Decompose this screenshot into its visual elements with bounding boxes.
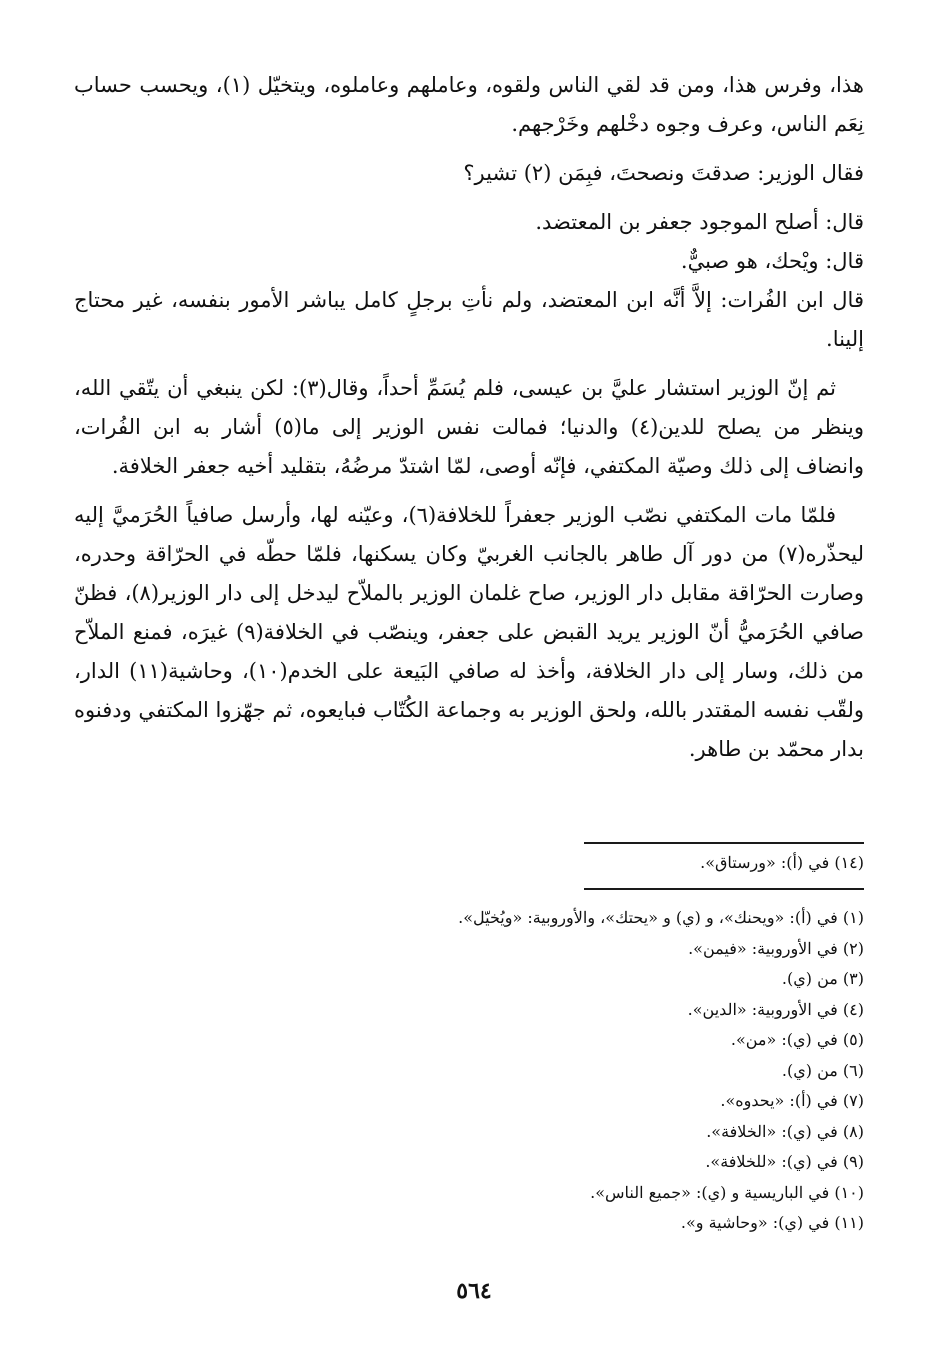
footnote-item: (٩) في (ي): «للخلافة». (705, 1152, 864, 1171)
page-number: ٥٦٤ (456, 1278, 492, 1304)
paragraph-continuation: هذا، وفرس هذا، ومن قد لقي الناس ولقوه، وعاملهم وعاملوه، ويتخيّل (١)، ويحسب حساب نِعَم الناس، وعرف وجوه دخْلهم وخَرْجهم. (74, 73, 864, 136)
footnote-item: (٨) في (ي): «الخلافة». (706, 1121, 864, 1141)
footnote-item: (١) في (أ): «ويحنك»، و (ي) و «يحتك»، والأوروبية: «ويُخيّل». (458, 908, 864, 927)
footnote-item: (٧) في (أ): «يحدوه». (720, 1091, 864, 1110)
footnote-item: (٤) في الأوروبية: «الدين». (687, 999, 864, 1019)
footnote-item: (٢) في الأوروبية: «فيمن». (688, 938, 864, 958)
footnote-item: (٥) في (ي): «من». (730, 1030, 864, 1049)
paragraph-ibn-alfurat: قال ابن الفُرات: إلاَّ أنَّه ابن المعتضد، ولم نأتِ برجلٍ كامل يباشر الأمور بنفسه، غير محتاج إلينا. (74, 288, 864, 351)
footnotes-list (164, 903, 864, 1239)
paragraph-succession: فلمّا مات المكتفي نصّب الوزير جعفراً للخلافة(٦)، وعيّنه لها، وأرسل صافياً الحُرَميَّ إليه ليحذّره(٧) من دور آل طاهر بالجانب الغربيّ وكان يسكنها، فلمّا حطّه في الحرّاقة وحدره، وصارت الحرّاقة مقابل دار الوزير، صاح غلمان الوزير بالملاّح ليدخل إلى دار الوزير(٨)، فظنّ صافي الحُرَميُّ أنّ الوزير يريد القبض على جعفر، وينصّب في الخلافة(٩) غيرَه، فمنع الملاّح من ذلك، وسار إلى دار الخلافة، وأخذ له صافي البَيعة على الخدم(١٠)، وحاشية(١١) الدار، ولقّب نفسه المقتدر بالله، ولحق الوزير به وجماعة الكُتّاب فبايعوه، ثم جهّزوا المكتفي ودفنوه بدار محمّد بن طاهر. (74, 503, 864, 761)
footnote-item: (١٠) في الباريسية و (ي): «جميع الناس». (590, 1182, 864, 1202)
footnote-item: (١١) في (ي): «وحاشية و». (680, 1213, 864, 1232)
carried-footnote: (١٤) في (أ): «ورستاق». (700, 853, 864, 872)
paragraph-vizier-question: فقال الوزير: صدقتَ ونصحتَ، فبِمَن (٢) تشير؟ (463, 161, 864, 185)
paragraph-vizier-reply: قال: ويْحك، هو صبيٌّ. (680, 249, 864, 273)
footnote-item: (٦) من (ي). (781, 1060, 864, 1080)
footnote-separator-top (584, 842, 864, 844)
paragraph-consultation: ثم إنّ الوزير استشار عليَّ بن عيسى، فلم يُسَمِّ أحداً، وقال(٣): لكن ينبغي أن يتّقي الله، وينظر من يصلح للدين(٤) والدنيا؛ فمالت نفس الوزير إلى ما(٥) أشار به ابن الفُرات، وانضاف إلى ذلك وصيّة المكتفي، فإنّه أوصى، لمّا اشتدّ مرضُهُ، بتقليد أخيه جعفر الخلافة. (74, 376, 864, 478)
paragraph-answer-jafar: قال: أصلح الموجود جعفر بن المعتضد. (535, 210, 864, 234)
footnote-separator (584, 888, 864, 890)
footnote-item: (٣) من (ي). (781, 969, 864, 988)
main-text (74, 66, 864, 769)
